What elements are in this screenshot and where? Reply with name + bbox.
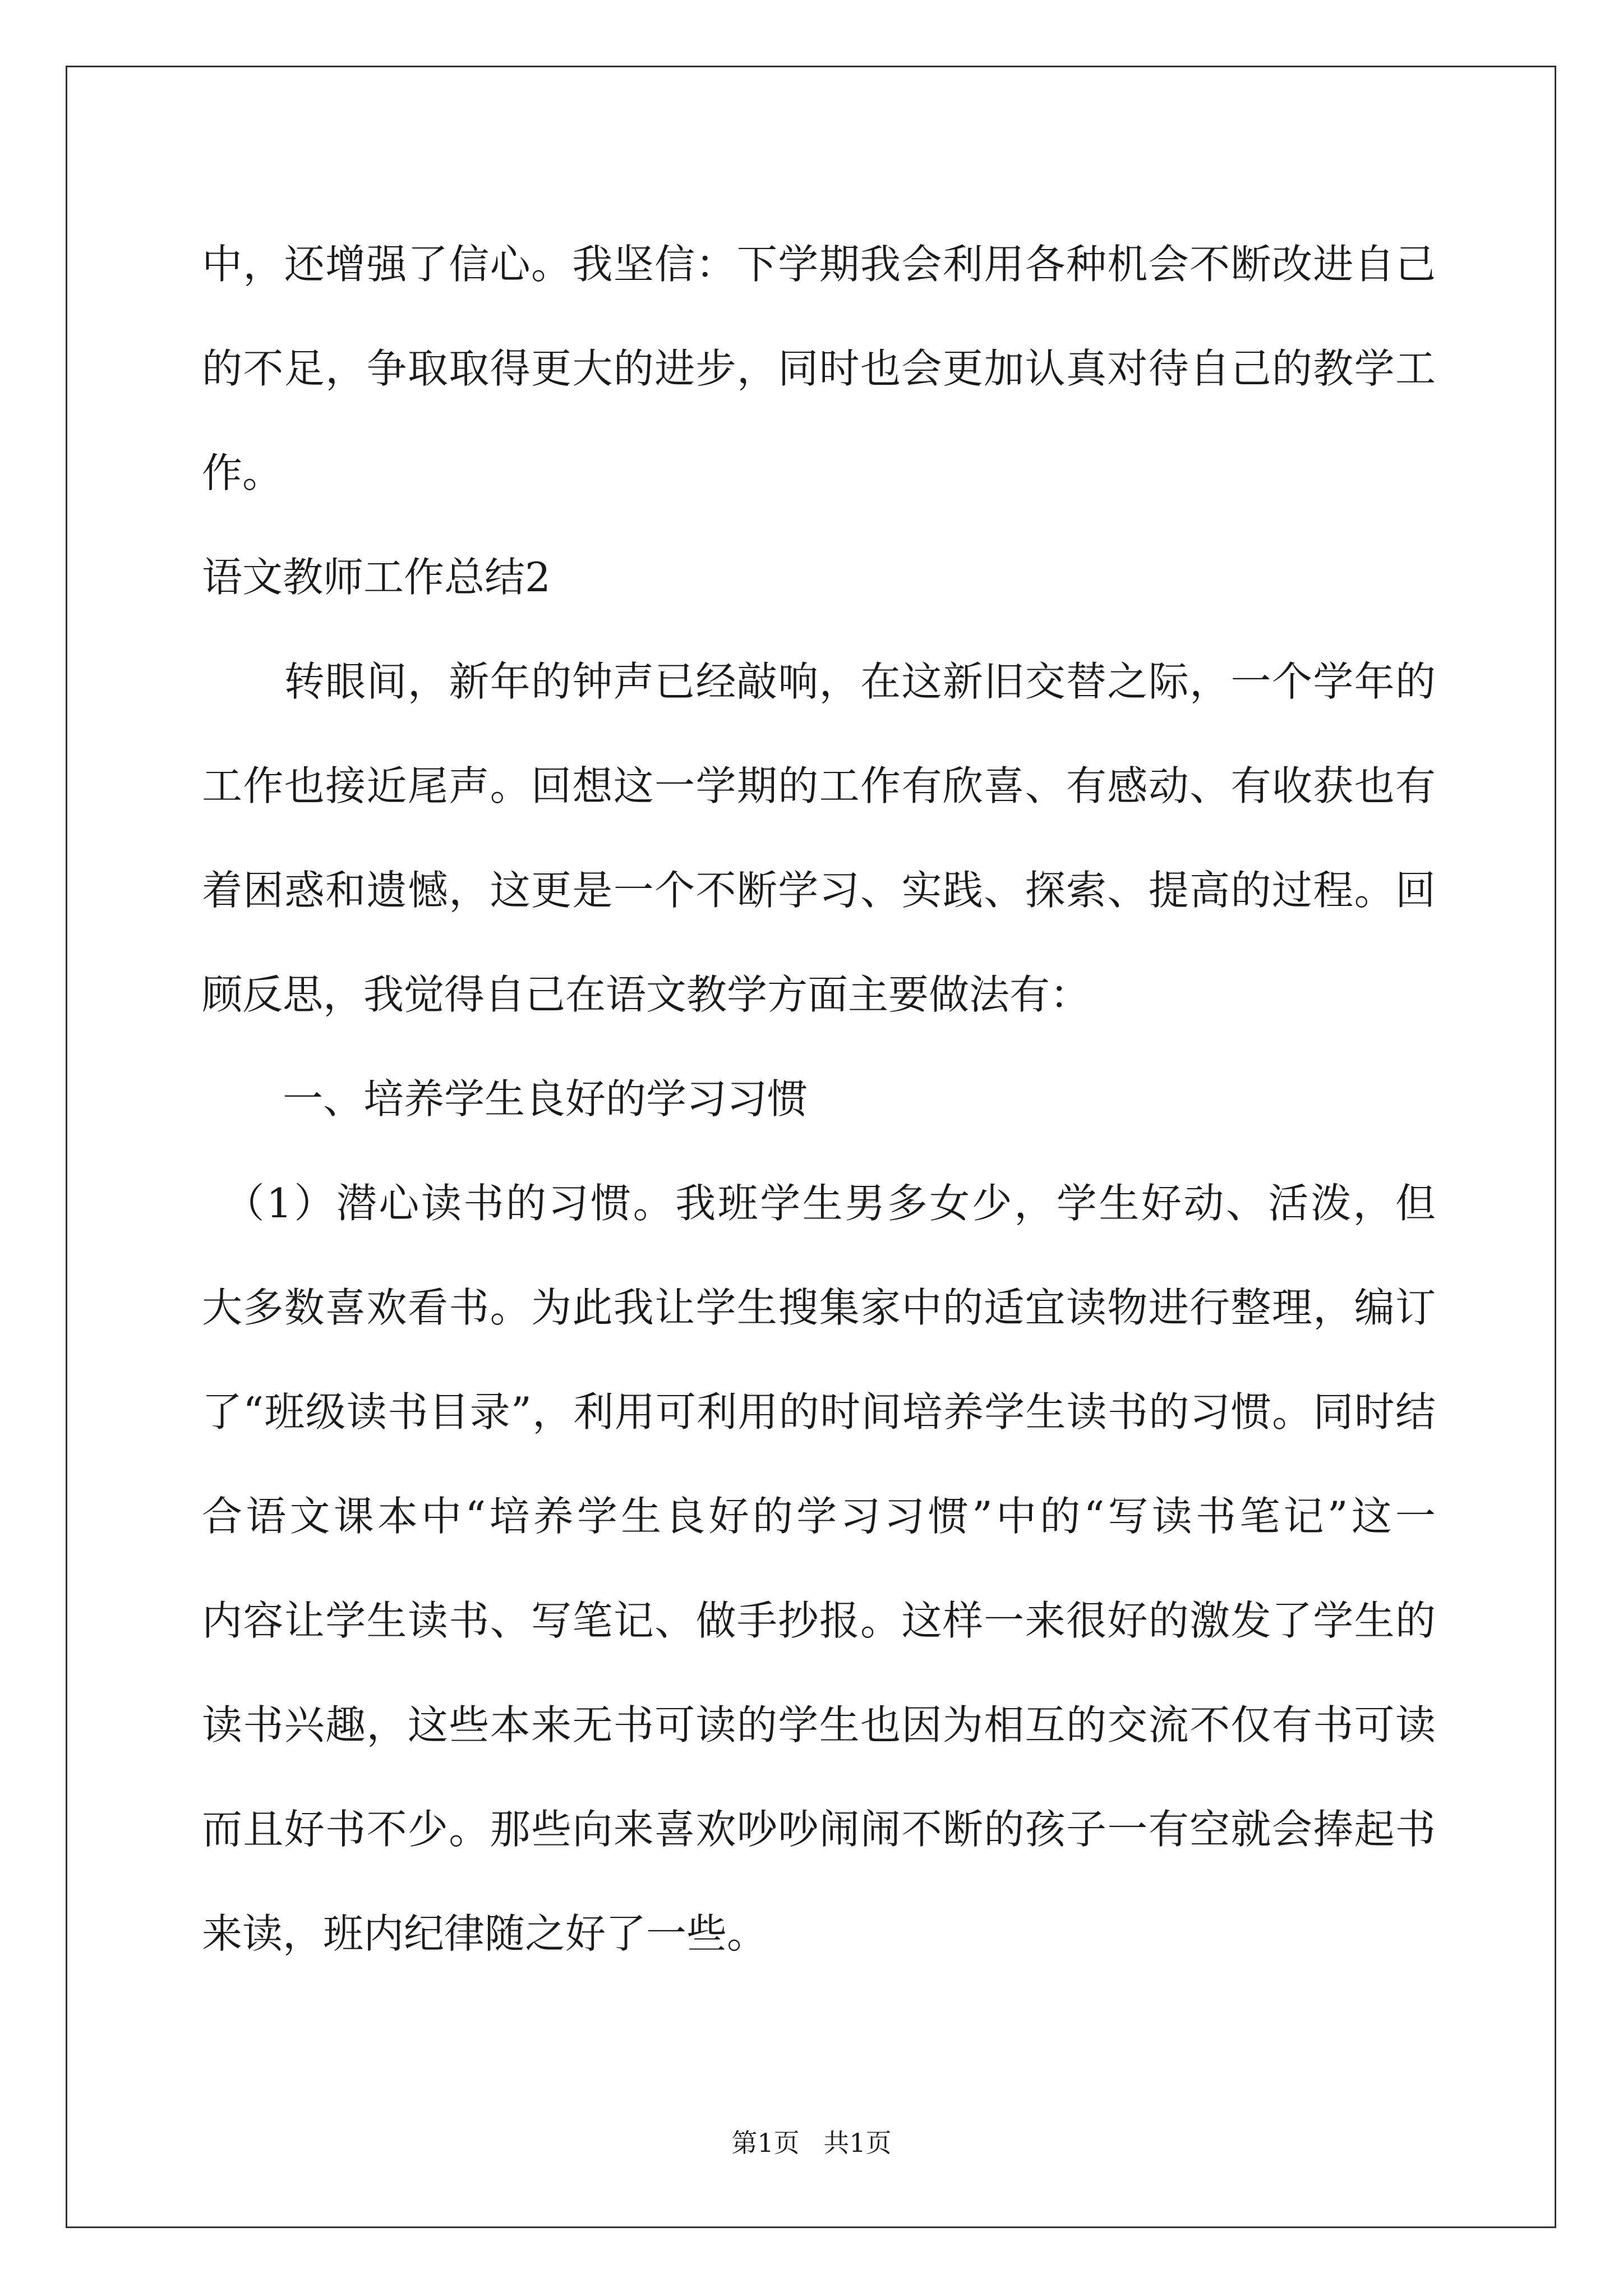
- text-line: 内容让学生读书、写笔记、做手抄报。这样一来很好的激发了学生的: [202, 1597, 1436, 1644]
- page-number: 第1页: [731, 2128, 800, 2158]
- text-line: 着困惑和遗憾，这更是一个不断学习、实践、探索、提高的过程。回: [202, 867, 1436, 914]
- page-footer: [0, 2126, 1623, 2160]
- text-line: 的不足，争取取得更大的进步，同时也会更加认真对待自己的教学工: [202, 345, 1436, 392]
- text-line: 工作也接近尾声。回想这一学期的工作有欣喜、有感动、有收获也有: [202, 762, 1436, 809]
- subheading: 一、培养学生良好的学习习惯: [202, 1075, 808, 1122]
- text-line: 读书兴趣，这些本来无书可读的学生也因为相互的交流不仅有书可读: [202, 1701, 1436, 1749]
- text-line: 而且好书不少。那些向来喜欢吵吵闹闹不断的孩子一有空就会捧起书: [202, 1806, 1436, 1853]
- text-line: 作。: [202, 449, 283, 496]
- section-heading: 语文教师工作总结2: [202, 554, 551, 601]
- document-body: [202, 212, 1436, 1986]
- text-line: 了“班级读书目录”，利用可利用的时间培养学生读书的习惯。同时结: [202, 1388, 1436, 1435]
- text-line: 顾反思，我觉得自己在语文教学方面主要做法有：: [202, 971, 1091, 1018]
- text-line: 中，还增强了信心。我坚信：下学期我会利用各种机会不断改进自己: [202, 241, 1436, 288]
- text-line: 来读，班内纪律随之好了一些。: [202, 1910, 768, 1957]
- text-line: 大多数喜欢看书。为此我让学生搜集家中的适宜读物进行整理，编订: [202, 1284, 1436, 1331]
- text-line: 合语文课本中“培养学生良好的学习习惯”中的“写读书笔记”这一: [202, 1493, 1436, 1540]
- text-line: 转眼间，新年的钟声已经敲响，在这新旧交替之际，一个学年的: [202, 658, 1436, 705]
- page-total: 共1页: [823, 2128, 892, 2158]
- text-line: （1）潜心读书的习惯。我班学生男多女少，学生好动、活泼，但: [202, 1180, 1436, 1227]
